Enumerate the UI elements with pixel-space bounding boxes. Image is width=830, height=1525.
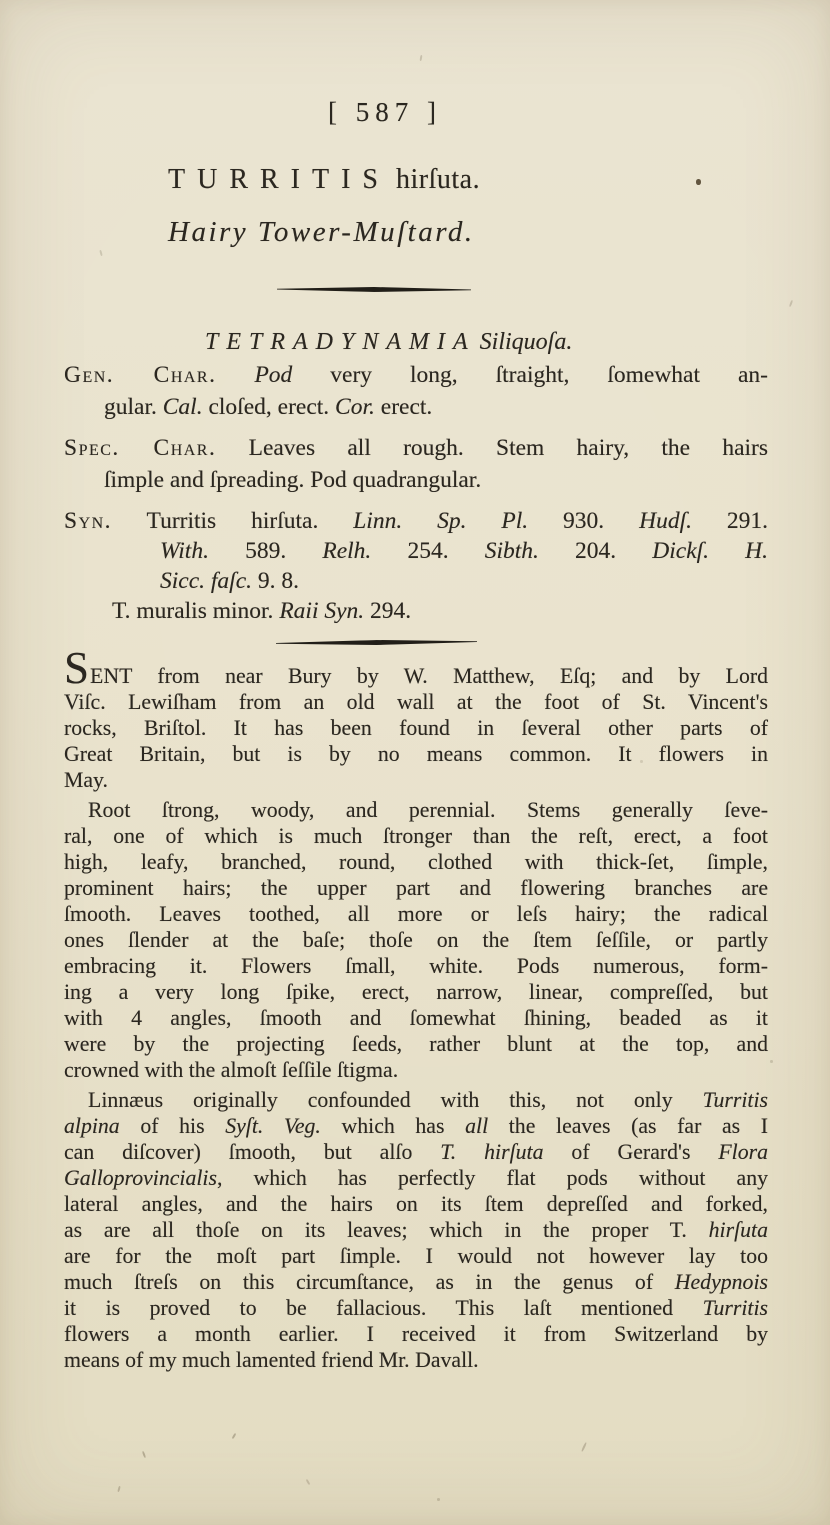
italic-text: Dickſ. H. [652, 538, 769, 564]
text-line: Great Britain, but is by no means common. It flowers in [64, 742, 768, 766]
text-line: Syn. Turritis hirſuta. Linn. Sp. Pl. 930. Hudſ. 291. [64, 508, 768, 534]
italic-text: Hedypnois [674, 1270, 768, 1294]
small-caps-label: Spec. Char. [64, 435, 217, 461]
order-name: Siliquoſa. [479, 329, 573, 355]
common-name: Hairy Tower-Muſtard. [168, 216, 475, 248]
paper-speck [770, 1060, 773, 1063]
text-line: Viſc. Lewiſham from an old wall at the foot of St. Vincent's [64, 690, 768, 714]
description-text [64, 643, 769, 1377]
text-line: rocks, Briſtol. It has been found in ſeveral other parts of [64, 716, 768, 740]
italic-text: Relh. [322, 538, 372, 564]
text-line: prominent hairs; the upper part and flowering branches are [64, 876, 768, 900]
divider-rule-top [277, 287, 471, 293]
paper-speck [306, 1479, 311, 1485]
text-line: can diſcover) ſmooth, but alſo T. hirſuta of Gerard's Flora [64, 1140, 769, 1164]
specific-character [64, 433, 768, 496]
character-sections [64, 360, 768, 626]
description-morphology [64, 797, 768, 1083]
paper-speck [142, 1451, 146, 1458]
text-line: as are all thoſe on its leaves; which in the proper T. hirſuta [64, 1218, 768, 1242]
text-line: ing a very long ſpike, erect, narrow, linear, compreſſed, but [64, 980, 768, 1004]
italic-text: Linn. Sp. Pl. [353, 508, 529, 534]
paper-speck [117, 1486, 120, 1492]
species-epithet: hirſuta. [396, 164, 481, 195]
italic-text: Cor. [335, 393, 375, 420]
small-caps-label: Syn. [64, 508, 113, 534]
paper-speck [419, 55, 422, 61]
paper-speck [437, 1498, 440, 1501]
italic-text: all [465, 1114, 489, 1138]
genus-name: TURRITIS [168, 164, 390, 195]
italic-text: Galloprovincialis [64, 1166, 217, 1190]
text-line: Galloprovincialis, which has perfectly flat pods without any [64, 1166, 768, 1190]
text-line: Gen. Char. Pod very long, ſtraight, ſomewhat an- [64, 362, 768, 388]
text-line: ral, one of which is much ſtronger than the reſt, erect, a foot [64, 824, 768, 848]
italic-text: With. [160, 538, 209, 564]
italic-text: hirſuta [708, 1218, 768, 1242]
italic-text: Hudſ. [639, 508, 692, 534]
paper-speck [789, 300, 793, 307]
italic-text: Sibth. [484, 538, 539, 564]
synonyms [64, 506, 768, 626]
species-title [168, 164, 480, 196]
italic-text: Raii Syn. [279, 598, 365, 624]
italic-text: Syſt. Veg. [225, 1114, 321, 1138]
text-line: May. [64, 768, 108, 792]
text-line: high, leafy, branched, round, clothed with thick-ſet, ſimple, [64, 850, 768, 874]
text-line: are for the moſt part ſimple. I would not however lay too [64, 1244, 768, 1268]
text-line: With. 589. Relh. 254. Sibth. 204. Dickſ. H. [160, 538, 769, 564]
paper-speck [99, 250, 102, 256]
text-line: were by the projecting ſeeds, rather blunt at the top, and [64, 1032, 768, 1056]
text-line: ones ſlender at the baſe; thoſe on the ſtem ſeſſile, or partly [64, 928, 768, 952]
text-line: means of my much lamented friend Mr. Davall. [64, 1348, 479, 1372]
text-line: SENT from near Bury by W. Matthew, Eſq; and by Lord [64, 643, 768, 693]
text-line: T. muralis minor. Raii Syn. 294. [112, 598, 412, 624]
italic-text: Cal. [162, 393, 203, 420]
drop-initial: S [64, 643, 91, 693]
class-name: TETRADYNAMIA [205, 329, 476, 355]
text-line: flowers a month earlier. I received it from Switzerland by [64, 1322, 768, 1346]
generic-character [64, 360, 768, 423]
text-line: alpina of his Syſt. Veg. which has all the leaves (as far as I [64, 1114, 768, 1138]
text-line: Root ſtrong, woody, and perennial. Stems generally ſeve- [88, 798, 768, 822]
italic-text: T. hirſuta [440, 1140, 544, 1164]
text-line: Spec. Char. Leaves all rough. Stem hairy, the hairs [64, 435, 769, 461]
paper-speck [232, 1433, 237, 1439]
description-habitat [64, 643, 768, 793]
text-line: Linnæus originally confounded with this, not only Turritis [88, 1088, 768, 1112]
text-line: crowned with the almoſt ſeſſile ſtigma. [64, 1058, 399, 1082]
italic-text: Pod [254, 362, 293, 388]
classification-heading [205, 329, 572, 356]
description-discussion [64, 1087, 768, 1373]
paper-speck [581, 1442, 587, 1452]
text-line: it is proved to be fallacious. This laſt mentioned Turritis [64, 1296, 768, 1320]
italic-text: Sicc. faſc. [160, 568, 253, 594]
page-number: [ 587 ] [328, 97, 442, 127]
text-line: embracing it. Flowers ſmall, white. Pods numerous, form- [64, 954, 768, 978]
text-line: ſimple and ſpreading. Pod quadrangular. [104, 466, 482, 493]
text-line: gular. Cal. cloſed, erect. Cor. erect. [104, 393, 433, 420]
text-line: Sicc. faſc. 9. 8. [160, 568, 300, 594]
text-line: ſmooth. Leaves toothed, all more or leſs hairy; the radical [64, 902, 768, 926]
paper-speck [640, 760, 643, 763]
text-line: lateral angles, and the hairs on its ſtem depreſſed and forked, [64, 1192, 768, 1216]
text-line: much ſtreſs on this circumſtance, as in the genus of Hedypnois [64, 1270, 768, 1294]
paper-speck [696, 179, 701, 185]
italic-text: Flora [718, 1140, 769, 1164]
italic-text: Turritis [702, 1296, 768, 1320]
italic-text: Turritis [702, 1088, 768, 1112]
small-caps-label: Gen. Char. [64, 362, 217, 388]
text-line: with 4 angles, ſmooth and ſomewhat ſhining, beaded as it [64, 1006, 768, 1030]
italic-text: alpina [64, 1114, 120, 1138]
divider-rule-bottom [276, 639, 477, 646]
